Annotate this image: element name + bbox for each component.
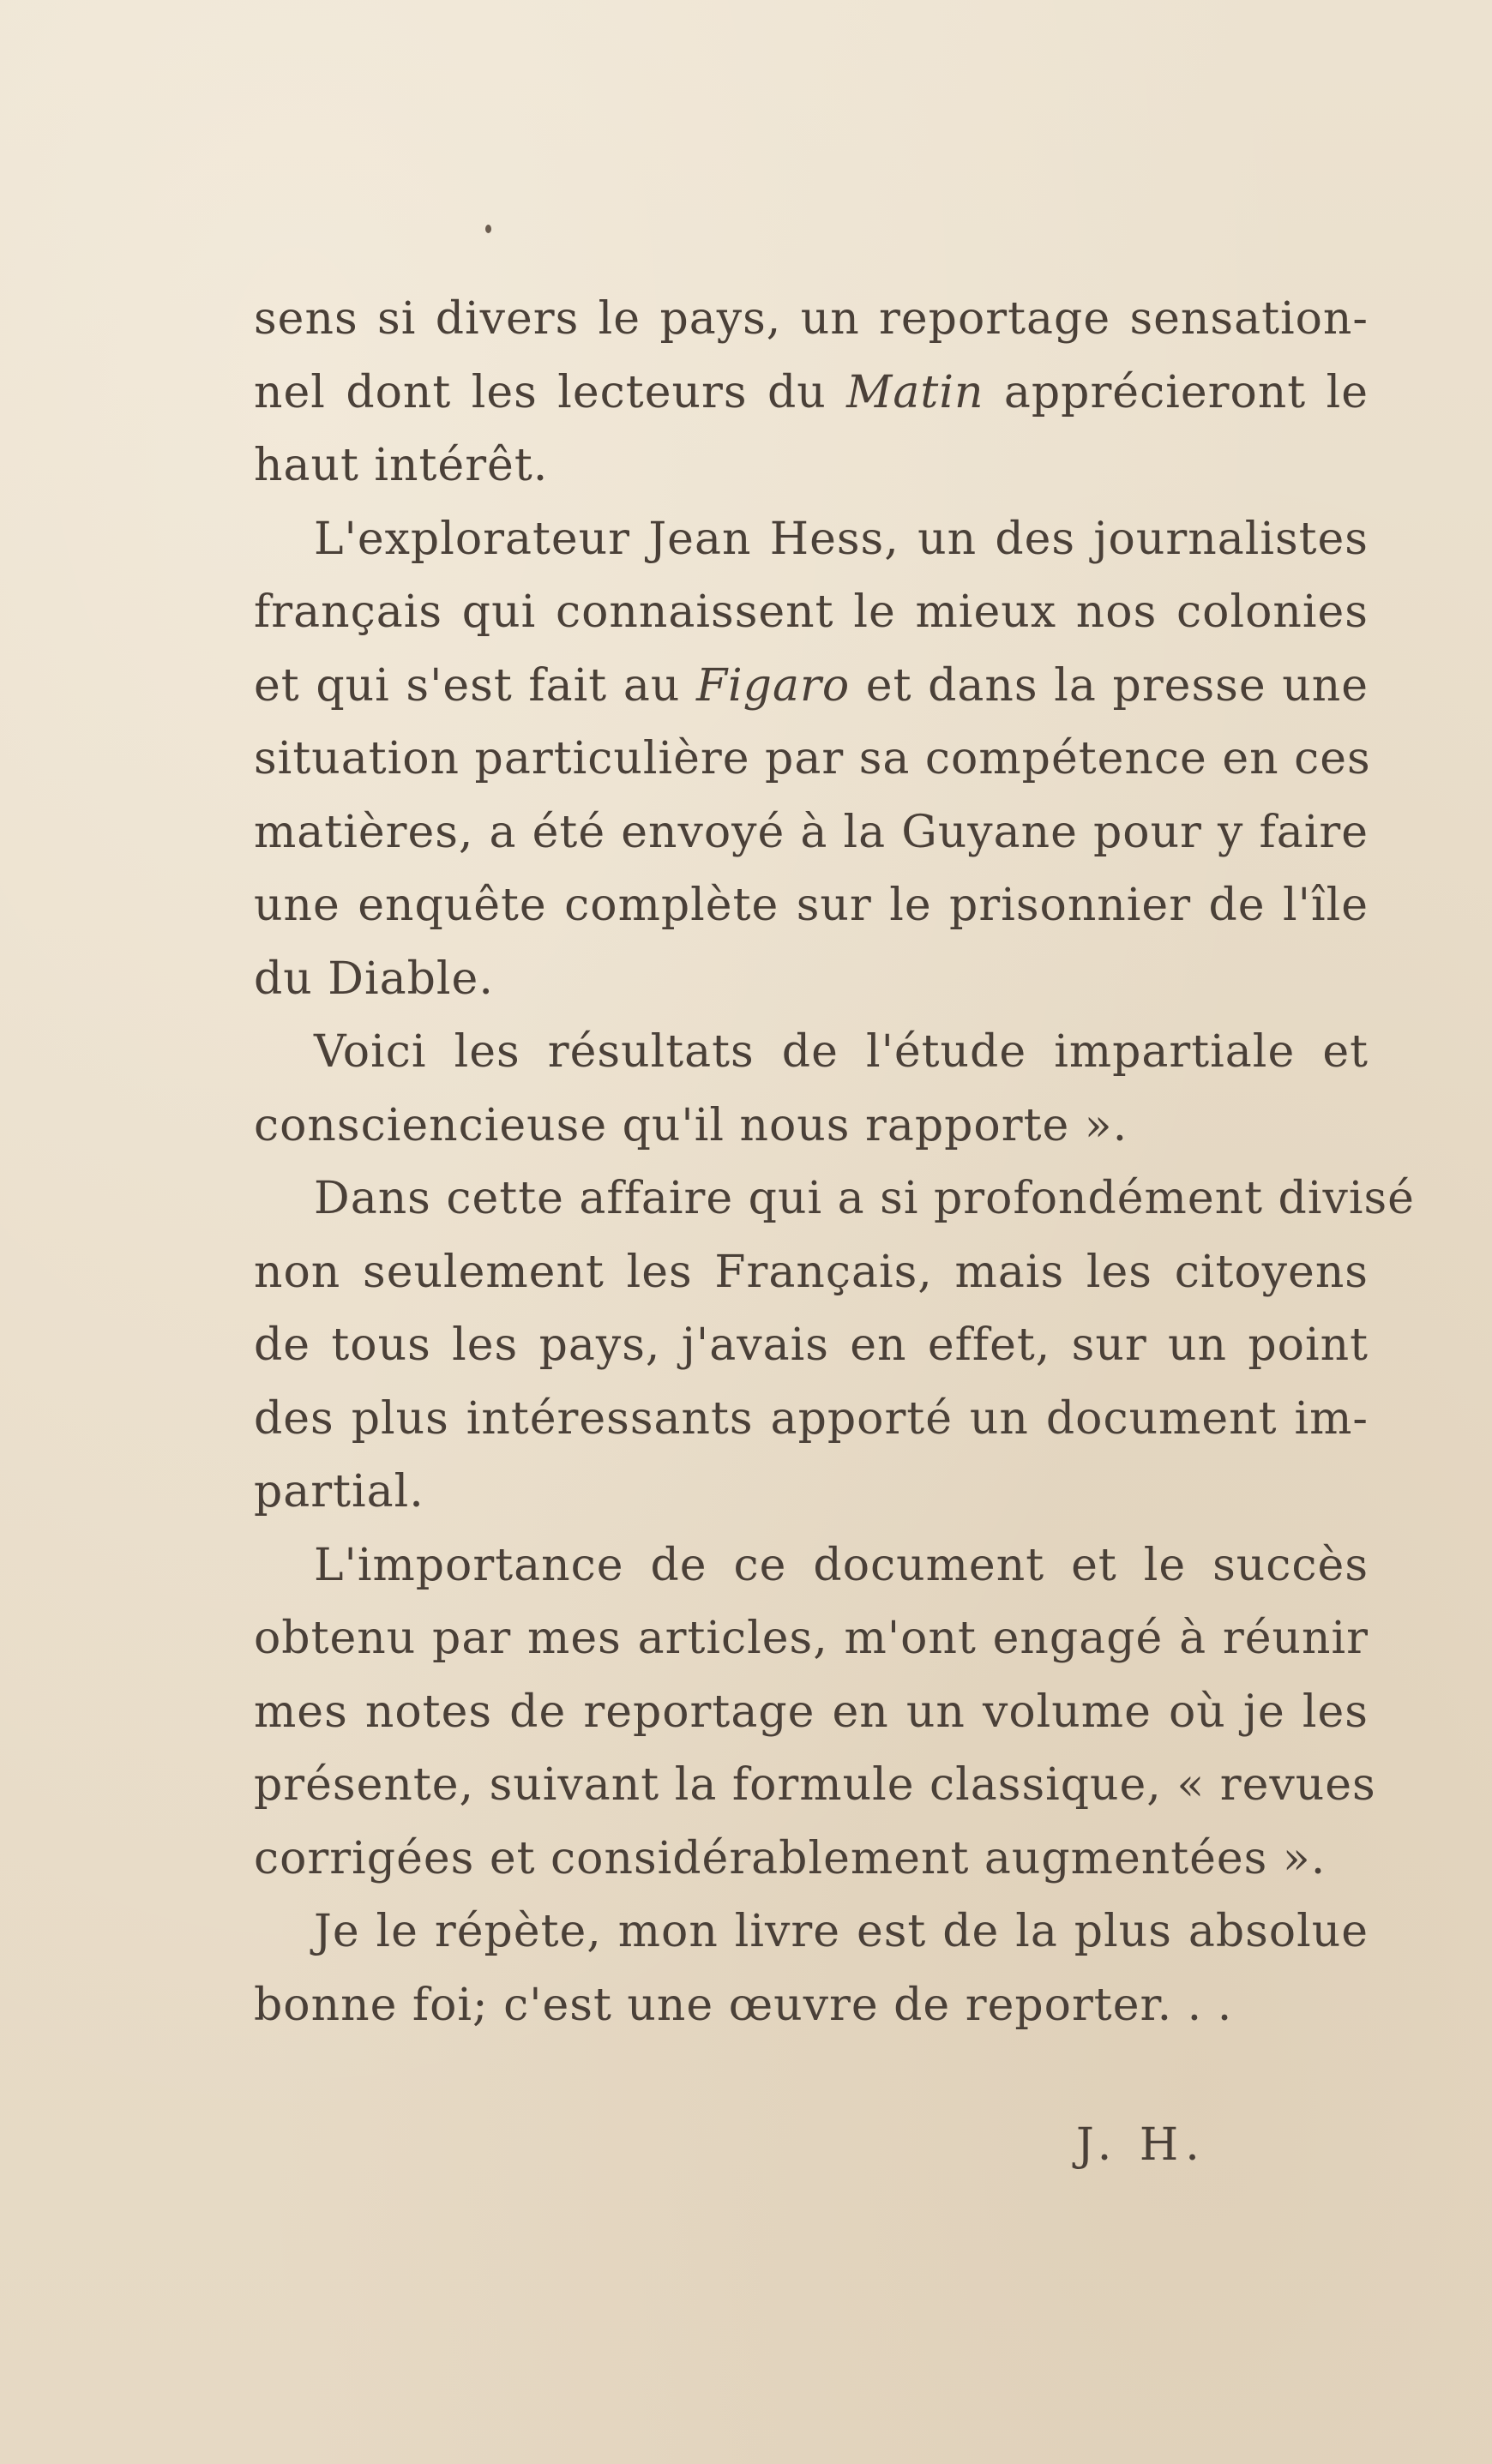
text-line bbox=[254, 1969, 1369, 2043]
text-segment: situation particulière par sa compétence en ces bbox=[254, 733, 1371, 784]
text-line bbox=[254, 1236, 1369, 1310]
ink-speck bbox=[485, 225, 491, 233]
text-segment: de tous les pays, j'avais en effet, sur un point bbox=[254, 1319, 1369, 1371]
text-segment: L'explorateur Jean Hess, un des journalistes bbox=[314, 513, 1369, 565]
text-line bbox=[254, 1163, 1415, 1236]
text-segment: matières, a été envoyé à la Guyane pour y faire bbox=[254, 806, 1369, 858]
text-line bbox=[254, 650, 1369, 724]
text-line bbox=[254, 943, 1369, 1017]
text-line bbox=[254, 576, 1369, 650]
text-segment: sens si divers le pays, un reportage sensation- bbox=[254, 293, 1369, 345]
text-line bbox=[254, 1749, 1376, 1823]
text-segment: bonne foi; c'est une œuvre de reporter. . . bbox=[254, 1979, 1233, 2031]
text-line bbox=[254, 1456, 1369, 1529]
text-line bbox=[254, 1823, 1369, 1896]
text-line bbox=[254, 796, 1369, 870]
text-segment: nel dont les lecteurs du bbox=[254, 366, 847, 418]
text-segment: présente, suivant la formule classique, « revues bbox=[254, 1759, 1376, 1811]
text-segment: une enquête complète sur le prisonnier de l'île bbox=[254, 880, 1369, 931]
text-line bbox=[254, 1309, 1369, 1383]
text-segment: Je le répète, mon livre est de la plus absolue bbox=[314, 1906, 1369, 1957]
text-segment: partial. bbox=[254, 1466, 424, 1517]
text-segment: non seulement les Français, mais les citoyens bbox=[254, 1246, 1369, 1298]
text-line bbox=[254, 1676, 1369, 1750]
text-segment: mes notes de reportage en un volume où je les bbox=[254, 1686, 1369, 1738]
text-line bbox=[254, 357, 1369, 430]
text-line bbox=[254, 1602, 1369, 1676]
text-line bbox=[254, 503, 1369, 577]
text-line bbox=[254, 430, 1369, 503]
text-segment: corrigées et considérablement augmentées ». bbox=[254, 1832, 1327, 1884]
text-segment: haut intérêt. bbox=[254, 440, 549, 491]
text-segment: et dans la presse une bbox=[850, 659, 1369, 712]
text-segment: du Diable. bbox=[254, 953, 494, 1005]
italic-title: Figaro bbox=[695, 659, 851, 712]
text-segment: consciencieuse qu'il nous rapporte ». bbox=[254, 1099, 1128, 1151]
text-segment: L'importance de ce document et le succès bbox=[314, 1539, 1369, 1591]
text-segment: apprécieront le bbox=[984, 366, 1369, 418]
text-line bbox=[254, 1016, 1369, 1090]
text-line bbox=[254, 723, 1369, 796]
text-line bbox=[254, 283, 1369, 357]
signature: J. H. bbox=[1076, 2119, 1206, 2171]
text-line bbox=[254, 1529, 1369, 1603]
body-text bbox=[254, 283, 1415, 2042]
text-segment: obtenu par mes articles, m'ont engagé à réunir bbox=[254, 1613, 1369, 1664]
text-segment: Voici les résultats de l'étude impartiale et bbox=[314, 1026, 1369, 1078]
text-segment: et qui s'est fait au bbox=[254, 659, 696, 712]
text-line bbox=[254, 1896, 1369, 1969]
text-segment: français qui connaissent le mieux nos colonies bbox=[254, 586, 1369, 638]
text-segment: Dans cette affaire qui a si profondément divisé bbox=[314, 1173, 1415, 1224]
text-line bbox=[254, 869, 1369, 943]
text-line bbox=[254, 1090, 1369, 1163]
italic-title: Matin bbox=[846, 366, 984, 418]
text-segment: des plus intéressants apporté un document im- bbox=[254, 1392, 1369, 1445]
text-line bbox=[254, 1383, 1369, 1457]
